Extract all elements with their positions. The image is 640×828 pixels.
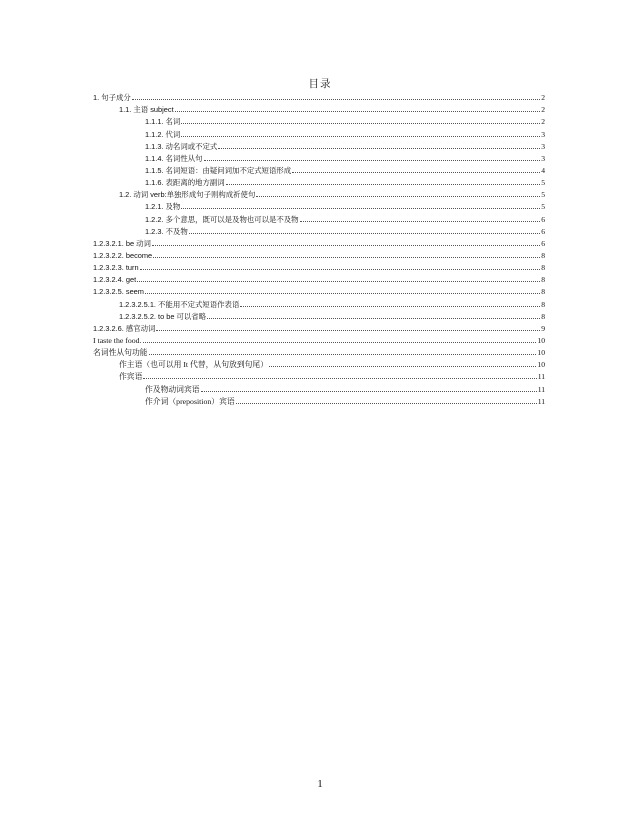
toc-dot-leader [256,196,540,197]
toc-dot-leader [204,160,541,161]
toc-dot-leader [145,293,540,294]
toc-dot-leader [153,257,540,258]
toc-entry[interactable] [93,357,545,369]
toc-entry-page: 8 [541,250,545,260]
toc-entry[interactable] [93,321,545,333]
toc-entry-page: 3 [541,141,545,151]
toc-entry-title: 1. 句子成分 [93,93,131,103]
toc-dot-leader [207,318,540,319]
toc-entry[interactable] [93,102,545,114]
toc-entry-title: 1.2.3.2.5.2. to be 可以省略 [119,311,207,321]
page-number: 1 [317,778,323,790]
toc-entry[interactable] [93,381,545,393]
toc-dot-leader [240,306,540,307]
toc-entry-page: 2 [541,117,545,127]
toc-dot-leader [181,123,540,124]
toc-dot-leader [140,269,541,270]
table-of-contents [93,90,545,406]
toc-entry-title: 1.2.3.2.2. become [93,250,153,260]
toc-entry-page: 6 [541,226,545,236]
toc-entry[interactable] [93,394,545,406]
toc-entry-page: 10 [537,348,545,358]
toc-entry[interactable] [93,296,545,308]
toc-dot-leader [143,342,537,343]
toc-dot-leader [292,172,540,173]
toc-entry[interactable] [93,199,545,211]
toc-entry-page: 8 [541,275,545,285]
toc-entry[interactable] [93,175,545,187]
toc-entry-page: 5 [541,202,545,212]
toc-entry-page: 10 [537,335,545,345]
toc-dot-leader [156,330,540,331]
toc-entry-title: 1.1.3. 动名词或不定式 [145,141,218,151]
toc-entry[interactable] [93,211,545,223]
toc-entry[interactable] [93,224,545,236]
toc-dot-leader [181,208,540,209]
toc-entry-page: 11 [537,384,545,394]
toc-dot-leader [189,233,540,234]
toc-entry-title: 作介词（preposition）宾语 [145,396,235,406]
toc-entry[interactable] [93,236,545,248]
toc-entry[interactable] [93,260,545,272]
toc-entry-page: 3 [541,129,545,139]
toc-entry-page: 11 [537,372,545,382]
toc-entry[interactable] [93,345,545,357]
toc-dot-leader [175,111,541,112]
toc-dot-leader [269,366,536,367]
toc-entry-title: 1.2.1. 及物 [145,202,181,212]
toc-dot-leader [201,391,537,392]
toc-entry-page: 6 [541,214,545,224]
toc-dot-leader [181,136,540,137]
toc-dot-leader [152,245,540,246]
toc-entry-page: 8 [541,287,545,297]
toc-entry[interactable] [93,151,545,163]
toc-entry-page: 5 [541,190,545,200]
toc-entry-title: 1.2.3.2.6. 感官动词 [93,323,156,333]
toc-entry-title: 1.2.3.2.3. turn [93,263,139,273]
toc-entry-title: 1.1.1. 名词 [145,117,181,127]
toc-entry-title: 1.2.3.2.4. get [93,275,137,285]
toc-entry-title: 1.2. 动词 verb:单独形成句子则构成祈使句 [119,190,256,200]
toc-entry-page: 5 [541,178,545,188]
toc-entry-title: 作及物动词宾语 [145,384,200,394]
toc-entry-title: 1.1.5. 名词短语：由疑问词加不定式短语形成 [145,165,292,175]
toc-entry[interactable] [93,126,545,138]
toc-dot-leader [236,403,537,404]
toc-entry-title: 1.2.3.2.5. seem [93,287,144,297]
toc-entry[interactable] [93,248,545,260]
toc-entry-page: 3 [541,153,545,163]
toc-dot-leader [226,184,541,185]
toc-dot-leader [218,148,540,149]
toc-entry[interactable] [93,187,545,199]
toc-dot-leader [132,99,540,100]
toc-entry-page: 8 [541,311,545,321]
toc-entry[interactable] [93,90,545,102]
toc-entry-title: 1.1.6. 表距离的地方副词 [145,178,225,188]
toc-entry-title: 名词性从句功能 [93,348,148,358]
toc-entry-page: 6 [541,238,545,248]
toc-title: 目录 [308,79,332,90]
toc-dot-leader [300,221,541,222]
toc-entry-page: 4 [541,165,545,175]
toc-entry[interactable] [93,272,545,284]
toc-entry-page: 2 [541,105,545,115]
toc-entry-page: 9 [541,323,545,333]
toc-entry-title: 1.1.4. 名词性从句 [145,153,203,163]
toc-entry[interactable] [93,163,545,175]
toc-dot-leader [137,281,540,282]
toc-entry-title: 1.1. 主语 subject [119,105,174,115]
toc-entry-title: I taste the food. [93,335,142,345]
toc-entry-page: 10 [537,360,545,370]
toc-entry-page: 2 [541,93,545,103]
toc-entry[interactable] [93,369,545,381]
toc-entry-page: 11 [537,396,545,406]
toc-entry-title: 1.2.3.2.5.1. 不能用不定式短语作表语 [119,299,240,309]
toc-dot-leader [143,378,536,379]
toc-entry-title: 1.2.3.2.1. be 动词 [93,238,151,248]
toc-entry[interactable] [93,333,545,345]
toc-entry-page: 8 [541,263,545,273]
toc-entry[interactable] [93,309,545,321]
toc-entry-page: 8 [541,299,545,309]
toc-dot-leader [149,354,537,355]
toc-entry[interactable] [93,114,545,126]
toc-entry[interactable] [93,139,545,151]
toc-entry[interactable] [93,284,545,296]
toc-entry-title: 作宾语 [119,372,143,382]
toc-entry-title: 作主语（也可以用 It 代替，从句放到句尾） [119,360,269,370]
toc-entry-title: 1.2.2. 多个意思，既可以是及物也可以是不及物 [145,214,299,224]
toc-entry-title: 1.2.3. 不及物 [145,226,188,236]
toc-entry-title: 1.1.2. 代词 [145,129,181,139]
